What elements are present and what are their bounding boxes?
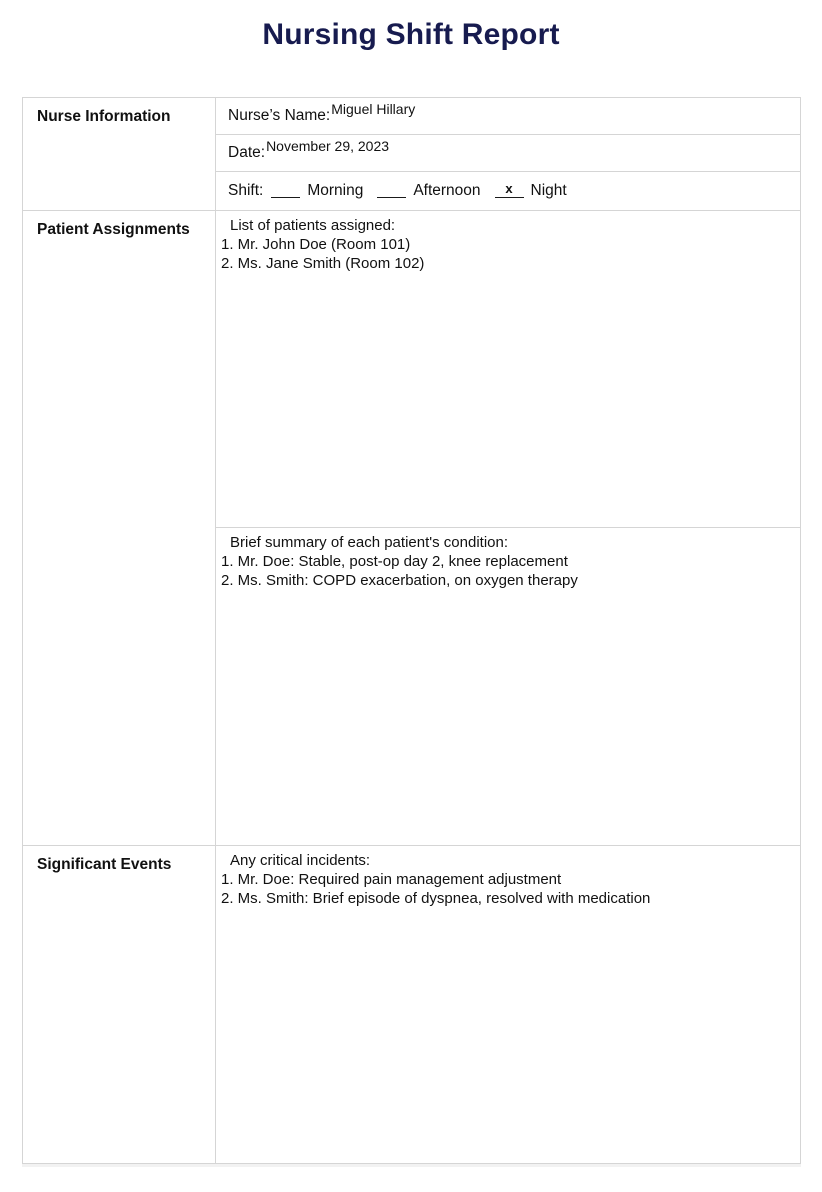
- shift-blank-night: [495, 182, 524, 198]
- shift-option-night: [495, 182, 567, 200]
- section-header-significant-events: Significant Events: [23, 846, 216, 1164]
- date-value: November 29, 2023: [266, 138, 390, 154]
- shift-label: Shift:: [228, 182, 264, 199]
- shift-option-label-morning: Morning: [307, 182, 364, 199]
- incidents-cell: [216, 846, 801, 1164]
- shift-check-mark: x: [505, 181, 513, 196]
- list-item: 2. Ms. Smith: COPD exacerbation, on oxygen therapy: [221, 572, 578, 589]
- list-item: 1. Mr. Doe: Stable, post-op day 2, knee replacement: [221, 553, 568, 570]
- list-item: 2. Ms. Smith: Brief episode of dyspnea, resolved with medication: [221, 890, 651, 907]
- document-page: [0, 16, 822, 1192]
- shift-option-label-night: Night: [530, 182, 567, 199]
- patient-summary-cell: [216, 528, 801, 846]
- shift-cell: [216, 172, 801, 211]
- shift-option-afternoon: [377, 182, 480, 200]
- shift-blank-morning: [271, 182, 300, 198]
- shift-option-morning: [271, 182, 363, 200]
- date-cell: [216, 135, 801, 172]
- report-table: [22, 97, 801, 1164]
- patient-list-prompt: List of patients assigned:: [230, 217, 396, 234]
- row-nurse-name: [23, 98, 801, 135]
- date-label: Date:: [228, 144, 266, 161]
- patient-list-cell: [216, 211, 801, 528]
- page-title: Nursing Shift Report: [262, 18, 560, 51]
- incidents-prompt: Any critical incidents:: [230, 852, 371, 869]
- nurse-name-value: Miguel Hillary: [331, 101, 416, 117]
- nurse-name-label: Nurse’s Name:: [228, 107, 331, 124]
- list-item: 1. Mr. Doe: Required pain management adjustment: [221, 871, 562, 888]
- row-significant-events: [23, 846, 801, 1164]
- row-patient-list: [23, 211, 801, 528]
- section-header-patient-assignments: Patient Assignments: [23, 211, 216, 846]
- section-header-nurse-information: Nurse Information: [23, 98, 216, 211]
- list-item: 2. Ms. Jane Smith (Room 102): [221, 255, 425, 272]
- list-item: 1. Mr. John Doe (Room 101): [221, 236, 411, 253]
- shift-option-label-afternoon: Afternoon: [413, 182, 481, 199]
- patient-summary-prompt: Brief summary of each patient's condition:: [230, 534, 508, 551]
- shift-blank-afternoon: [377, 182, 406, 198]
- nurse-name-cell: [216, 98, 801, 135]
